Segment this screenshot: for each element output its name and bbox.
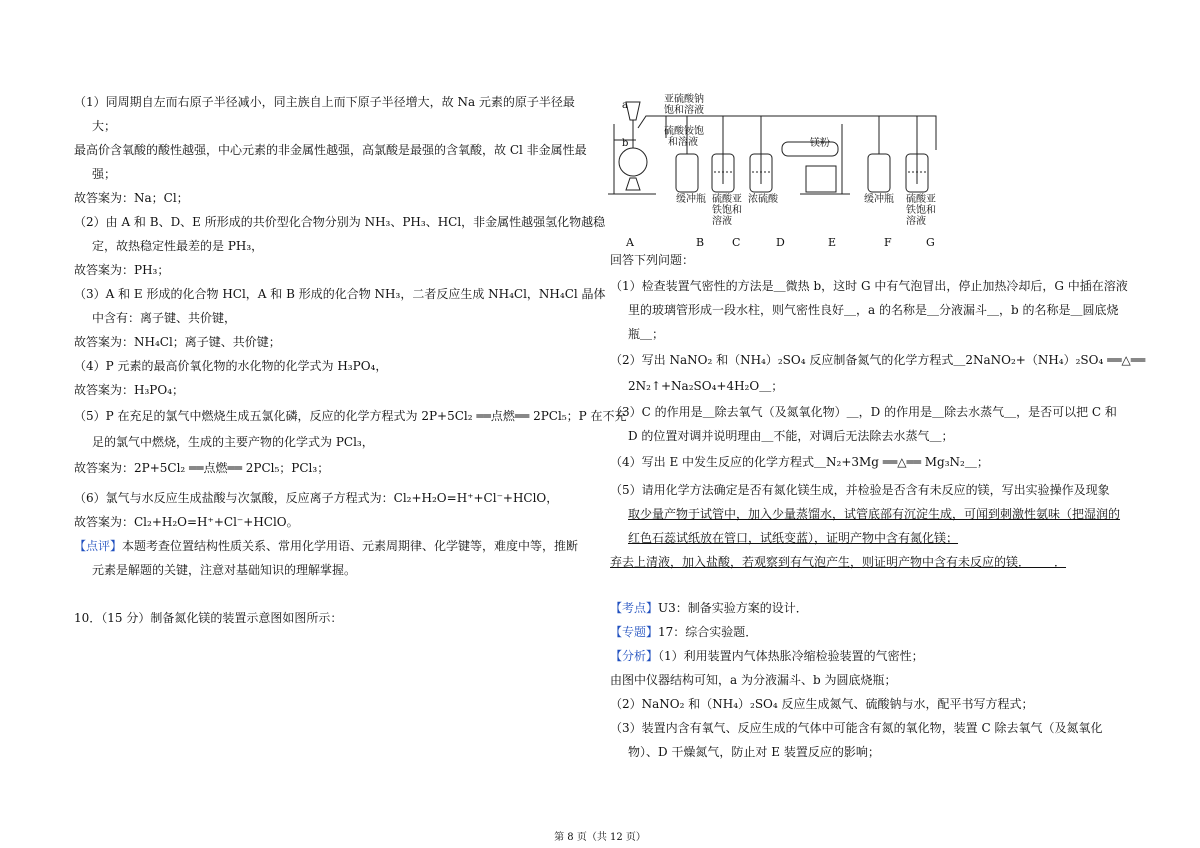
text-line: 足的氯气中燃烧，生成的主要产物的化学式为 PCl₃， (92, 435, 374, 449)
section-tag: 【考点】 (610, 601, 659, 615)
text-line: 回答下列问题： (610, 253, 695, 267)
text-line: 瓶＿； (628, 327, 665, 341)
apparatus-letter: D (776, 236, 785, 249)
fenxi-line: 【分析】（1）利用装置内气体热胀冷缩检验装置的气密性； (610, 649, 924, 663)
apparatus-diagram (606, 94, 966, 250)
apparatus-letter: A (626, 236, 634, 249)
text-line: （2）由 A 和 B、D、E 所形成的共价型化合物分别为 NH₃、PH₃、HCl，非金属性越强氢化物越稳 (74, 215, 606, 229)
apparatus-letter: C (732, 236, 741, 249)
diagram-label: 和溶液 (668, 137, 698, 148)
text-line: （6）氯气与水反应生成盐酸与次氯酸，反应离子方程式为：Cl₂+H₂O=H⁺+Cl⁻+HClO， (74, 491, 559, 505)
text-line: 故答案为：Cl₂+H₂O=H⁺+Cl⁻+HClO。 (74, 515, 299, 529)
text-line: 故答案为：H₃PO₄； (74, 383, 184, 397)
text-line: 由图中仪器结构可知，a 为分液漏斗、b 为圆底烧瓶； (610, 673, 897, 687)
text-line: 大； (92, 119, 117, 133)
diagram-label: b (622, 138, 629, 149)
text-line: 红色石蕊试纸放在管口，试纸变蓝），证明产物中含有氮化镁； (628, 531, 959, 545)
text-line: 弃去上清液，加入盐酸，若观察到有气泡产生，则证明产物中含有未反应的镁．＿＿． (610, 555, 1067, 569)
text-line: （4）P 元素的最高价氧化物的水化物的化学式为 H₃PO₄， (74, 359, 388, 373)
page-footer: 第 8 页（共 12 页） (554, 832, 646, 843)
apparatus-letter: F (884, 236, 892, 249)
kaodian-line: 【考点】U3：制备实验方案的设计． (610, 601, 808, 615)
text-line: 故答案为：PH₃； (74, 263, 170, 277)
text-line: （2）NaNO₂ 和（NH₄）₂SO₄ 反应生成氮气、硫酸钠与水，配平书写方程式； (610, 697, 1034, 711)
section-tag: 【点评】 (74, 539, 123, 553)
diagram-label: 浓硫酸 (748, 194, 778, 205)
text-line: （2）写出 NaNO₂ 和（NH₄）₂SO₄ 反应制备氮气的化学方程式＿2NaNO₂+（NH₄）₂SO₄ ══△══ (610, 353, 1146, 367)
text-line: （1）检查装置气密性的方法是＿微热 b，这时 G 中有气泡冒出，停止加热冷却后，G 中插在溶液 (610, 279, 1128, 293)
zhuanti-line: 【专题】17：综合实验题． (610, 625, 758, 639)
apparatus-letter: E (828, 236, 837, 249)
text-line: 物）、D 干燥氮气，防止对 E 装置反应的影响； (628, 745, 880, 759)
diagram-label: 溶液 (906, 216, 926, 227)
text-line: 2N₂↑+Na₂SO₄+4H₂O＿； (628, 379, 784, 393)
text-line: （5）请用化学方法确定是否有氮化镁生成，并检验是否含有未反应的镁，写出实验操作及现象 (610, 483, 1110, 497)
text-line: （3）装置内含有氧气、反应生成的气体中可能含有氮的氧化物，装置 C 除去氧气（及氮氧化 (610, 721, 1103, 735)
diagram-label: 亚硫酸钠 (664, 94, 704, 105)
text-line: （1）同周期自左而右原子半径减小，同主族自上而下原子半径增大，故 Na 元素的原子半径最 (74, 95, 575, 109)
text-line: 强； (92, 167, 117, 181)
text-line: 里的玻璃管形成一段水柱，则气密性良好＿，a 的名称是＿分液漏斗＿，b 的名称是＿圆底烧 (628, 303, 1119, 317)
text-line: 中含有：离子键、共价键， (92, 311, 237, 325)
text-line: 故答案为：Na；Cl； (74, 191, 189, 205)
text-line: D 的位置对调并说明理由＿不能，对调后无法除去水蒸气＿； (628, 429, 954, 443)
diagram-label: 缓冲瓶 (676, 194, 706, 205)
diagram-label: 溶液 (712, 216, 732, 227)
apparatus-letter: G (926, 236, 935, 249)
question-title: 10．（15 分）制备氮化镁的装置示意图如图所示： (74, 611, 343, 625)
text-line: 定，故热稳定性最差的是 PH₃， (92, 239, 264, 253)
text-line: 元素是解题的关键，注意对基础知识的理解掌握。 (92, 563, 357, 577)
diagram-label: a (622, 100, 628, 111)
text-line: （3）A 和 E 形成的化合物 HCl，A 和 B 形成的化合物 NH₃，二者反应生成 NH₄Cl，NH₄Cl 晶体 (74, 287, 606, 301)
diagram-label: 饱和溶液 (664, 105, 704, 116)
text-line: 故答案为：2P+5Cl₂ ══点燃══ 2PCl₅；PCl₃； (74, 461, 330, 475)
text-line: 故答案为：NH₄Cl；离子键、共价键； (74, 335, 281, 349)
text-line: 取少量产物于试管中，加入少量蒸馏水，试管底部有沉淀生成，可闻到刺激性氨味（把湿润的 (628, 507, 1121, 521)
text-line: （3）C 的作用是＿除去氧气（及氮氧化物）＿，D 的作用是＿除去水蒸气＿，是否可以把 C 和 (610, 405, 1117, 419)
diagram-label: 铁饱和 (906, 205, 936, 216)
diagram-label: 硫酸亚 (712, 194, 742, 205)
comment-line: 【点评】本题考查位置结构性质关系、常用化学用语、元素周期律、化学键等，难度中等，推断 (74, 539, 579, 553)
diagram-label: 硫酸亚 (906, 194, 936, 205)
section-tag: 【分析】 (610, 649, 659, 663)
diagram-label: 硫酸铵饱 (664, 126, 704, 137)
diagram-label: 铁饱和 (712, 205, 742, 216)
text-line: 最高价含氧酸的酸性越强，中心元素的非金属性越强，高氯酸是最强的含氧酸，故 Cl 非金属性最 (74, 143, 587, 157)
diagram-label: 镁粉 (810, 138, 830, 149)
text-line: （5）P 在充足的氯气中燃烧生成五氯化磷，反应的化学方程式为 2P+5Cl₂ ══点燃══ 2PCl₅；P 在不充 (74, 409, 627, 423)
section-tag: 【专题】 (610, 625, 659, 639)
apparatus-letter: B (696, 236, 705, 249)
text-line: （4）写出 E 中发生反应的化学方程式＿N₂+3Mg ══△══ Mg₃N₂＿； (610, 455, 989, 469)
diagram-label: 缓冲瓶 (864, 194, 894, 205)
